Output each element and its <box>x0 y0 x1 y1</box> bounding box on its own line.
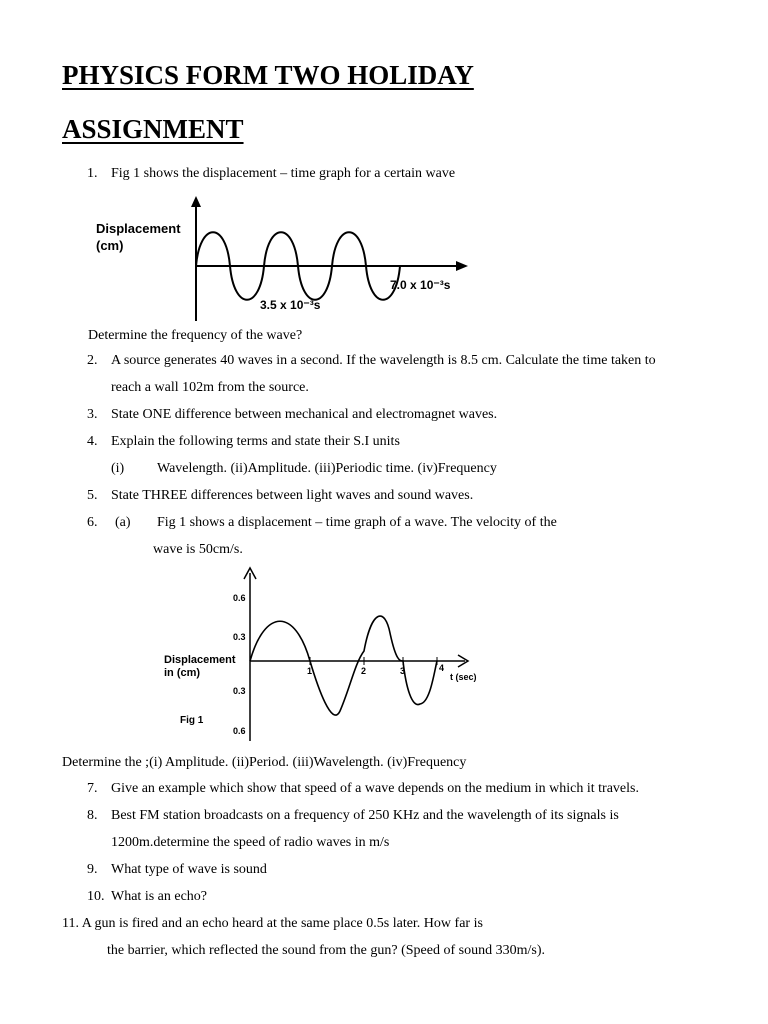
question-11: 11. A gun is fired and an echo heard at the same place 0.5s later. How far is <box>62 916 483 931</box>
question-10 <box>87 889 207 905</box>
question-5 <box>87 488 473 504</box>
x-tick-label: 3 <box>400 666 406 676</box>
x-tick-label: 1 <box>307 666 313 676</box>
question-number: 3. <box>87 407 98 422</box>
x-tick-label: 2 <box>361 666 367 676</box>
question-part: (a) <box>115 515 131 530</box>
x-axis-arrow <box>456 261 468 271</box>
question-6-continued: wave is 50cm/s. <box>153 542 243 557</box>
question-4-sub <box>111 461 497 477</box>
question-number: 6. <box>87 515 98 530</box>
y-tick-label: 0.3 <box>233 632 246 642</box>
question-text: Fig 1 shows the displacement – time graph for a certain wave <box>111 166 456 181</box>
figure-caption: Fig 1 <box>180 715 204 726</box>
y-tick-label: 0.3 <box>233 686 246 696</box>
question-number: 9. <box>87 862 98 877</box>
question-text: What is an echo? <box>111 889 208 904</box>
sub-number: (i) <box>111 461 125 476</box>
x-axis-label: t (sec) <box>450 672 477 682</box>
question-text: State THREE differences between light waves and sound waves. <box>111 488 474 503</box>
question-7 <box>87 781 639 797</box>
question-11-continued: the barrier, which reflected the sound from the gun? (Speed of sound 330m/s). <box>107 943 545 958</box>
question-number: 2. <box>87 353 98 368</box>
question-text: Give an example which show that speed of a wave depends on the medium in which it travels. <box>111 781 639 796</box>
sub-text: Wavelength. (ii)Amplitude. (iii)Periodic time. (iv)Frequency <box>157 461 497 476</box>
figure-ylabel: Displacement <box>164 654 236 666</box>
y-tick-label: 0.6 <box>233 726 246 736</box>
question-text: What type of wave is sound <box>111 862 267 877</box>
question-text: Fig 1 shows a displacement – time graph of a wave. The velocity of the <box>157 515 557 530</box>
x-tick-label: 4 <box>439 663 445 673</box>
y-tick-label: 0.6 <box>233 593 246 603</box>
question-6-prompt: Determine the ;(i) Amplitude. (ii)Period. (iii)Wavelength. (iv)Frequency <box>62 755 467 770</box>
question-text: State ONE difference between mechanical and electromagnet waves. <box>111 407 498 422</box>
question-1 <box>87 166 455 182</box>
question-number: 4. <box>87 434 98 449</box>
question-number: 5. <box>87 488 98 503</box>
question-6 <box>87 515 557 531</box>
question-number: 8. <box>87 808 98 823</box>
question-2-continued: reach a wall 102m from the source. <box>111 380 309 395</box>
question-number: 10. <box>87 889 105 904</box>
figure-2-wave-graph <box>160 563 490 743</box>
question-8 <box>87 808 619 824</box>
figure-ylabel-unit: (cm) <box>96 238 124 253</box>
y-axis-arrow <box>191 196 201 207</box>
question-4 <box>87 434 400 450</box>
question-text: Best FM station broadcasts on a frequency of 250 KHz and the wavelength of its signals is <box>111 808 619 823</box>
page-title-line2: ASSIGNMENT <box>62 114 244 144</box>
question-2 <box>87 353 656 369</box>
question-3 <box>87 407 497 423</box>
question-number: 7. <box>87 781 98 796</box>
question-number: 1. <box>87 166 98 181</box>
question-9 <box>87 862 267 878</box>
figure-1-wave-graph <box>92 193 482 325</box>
figure-label-b: 7.0 x 10⁻³s <box>390 278 451 292</box>
figure-label-a: 3.5 x 10⁻³s <box>260 298 321 312</box>
question-text: Explain the following terms and state their S.I units <box>111 434 400 449</box>
question-8-continued: 1200m.determine the speed of radio waves in m/s <box>111 835 390 850</box>
question-text: A source generates 40 waves in a second. If the wavelength is 8.5 cm. Calculate the time taken to <box>111 353 656 368</box>
page-title-line1: PHYSICS FORM TWO HOLIDAY <box>62 60 474 90</box>
question-1-prompt: Determine the frequency of the wave? <box>88 328 303 343</box>
wave-curve <box>250 616 437 715</box>
figure-ylabel: Displacement <box>96 221 181 236</box>
figure-ylabel-unit: in (cm) <box>164 667 201 679</box>
